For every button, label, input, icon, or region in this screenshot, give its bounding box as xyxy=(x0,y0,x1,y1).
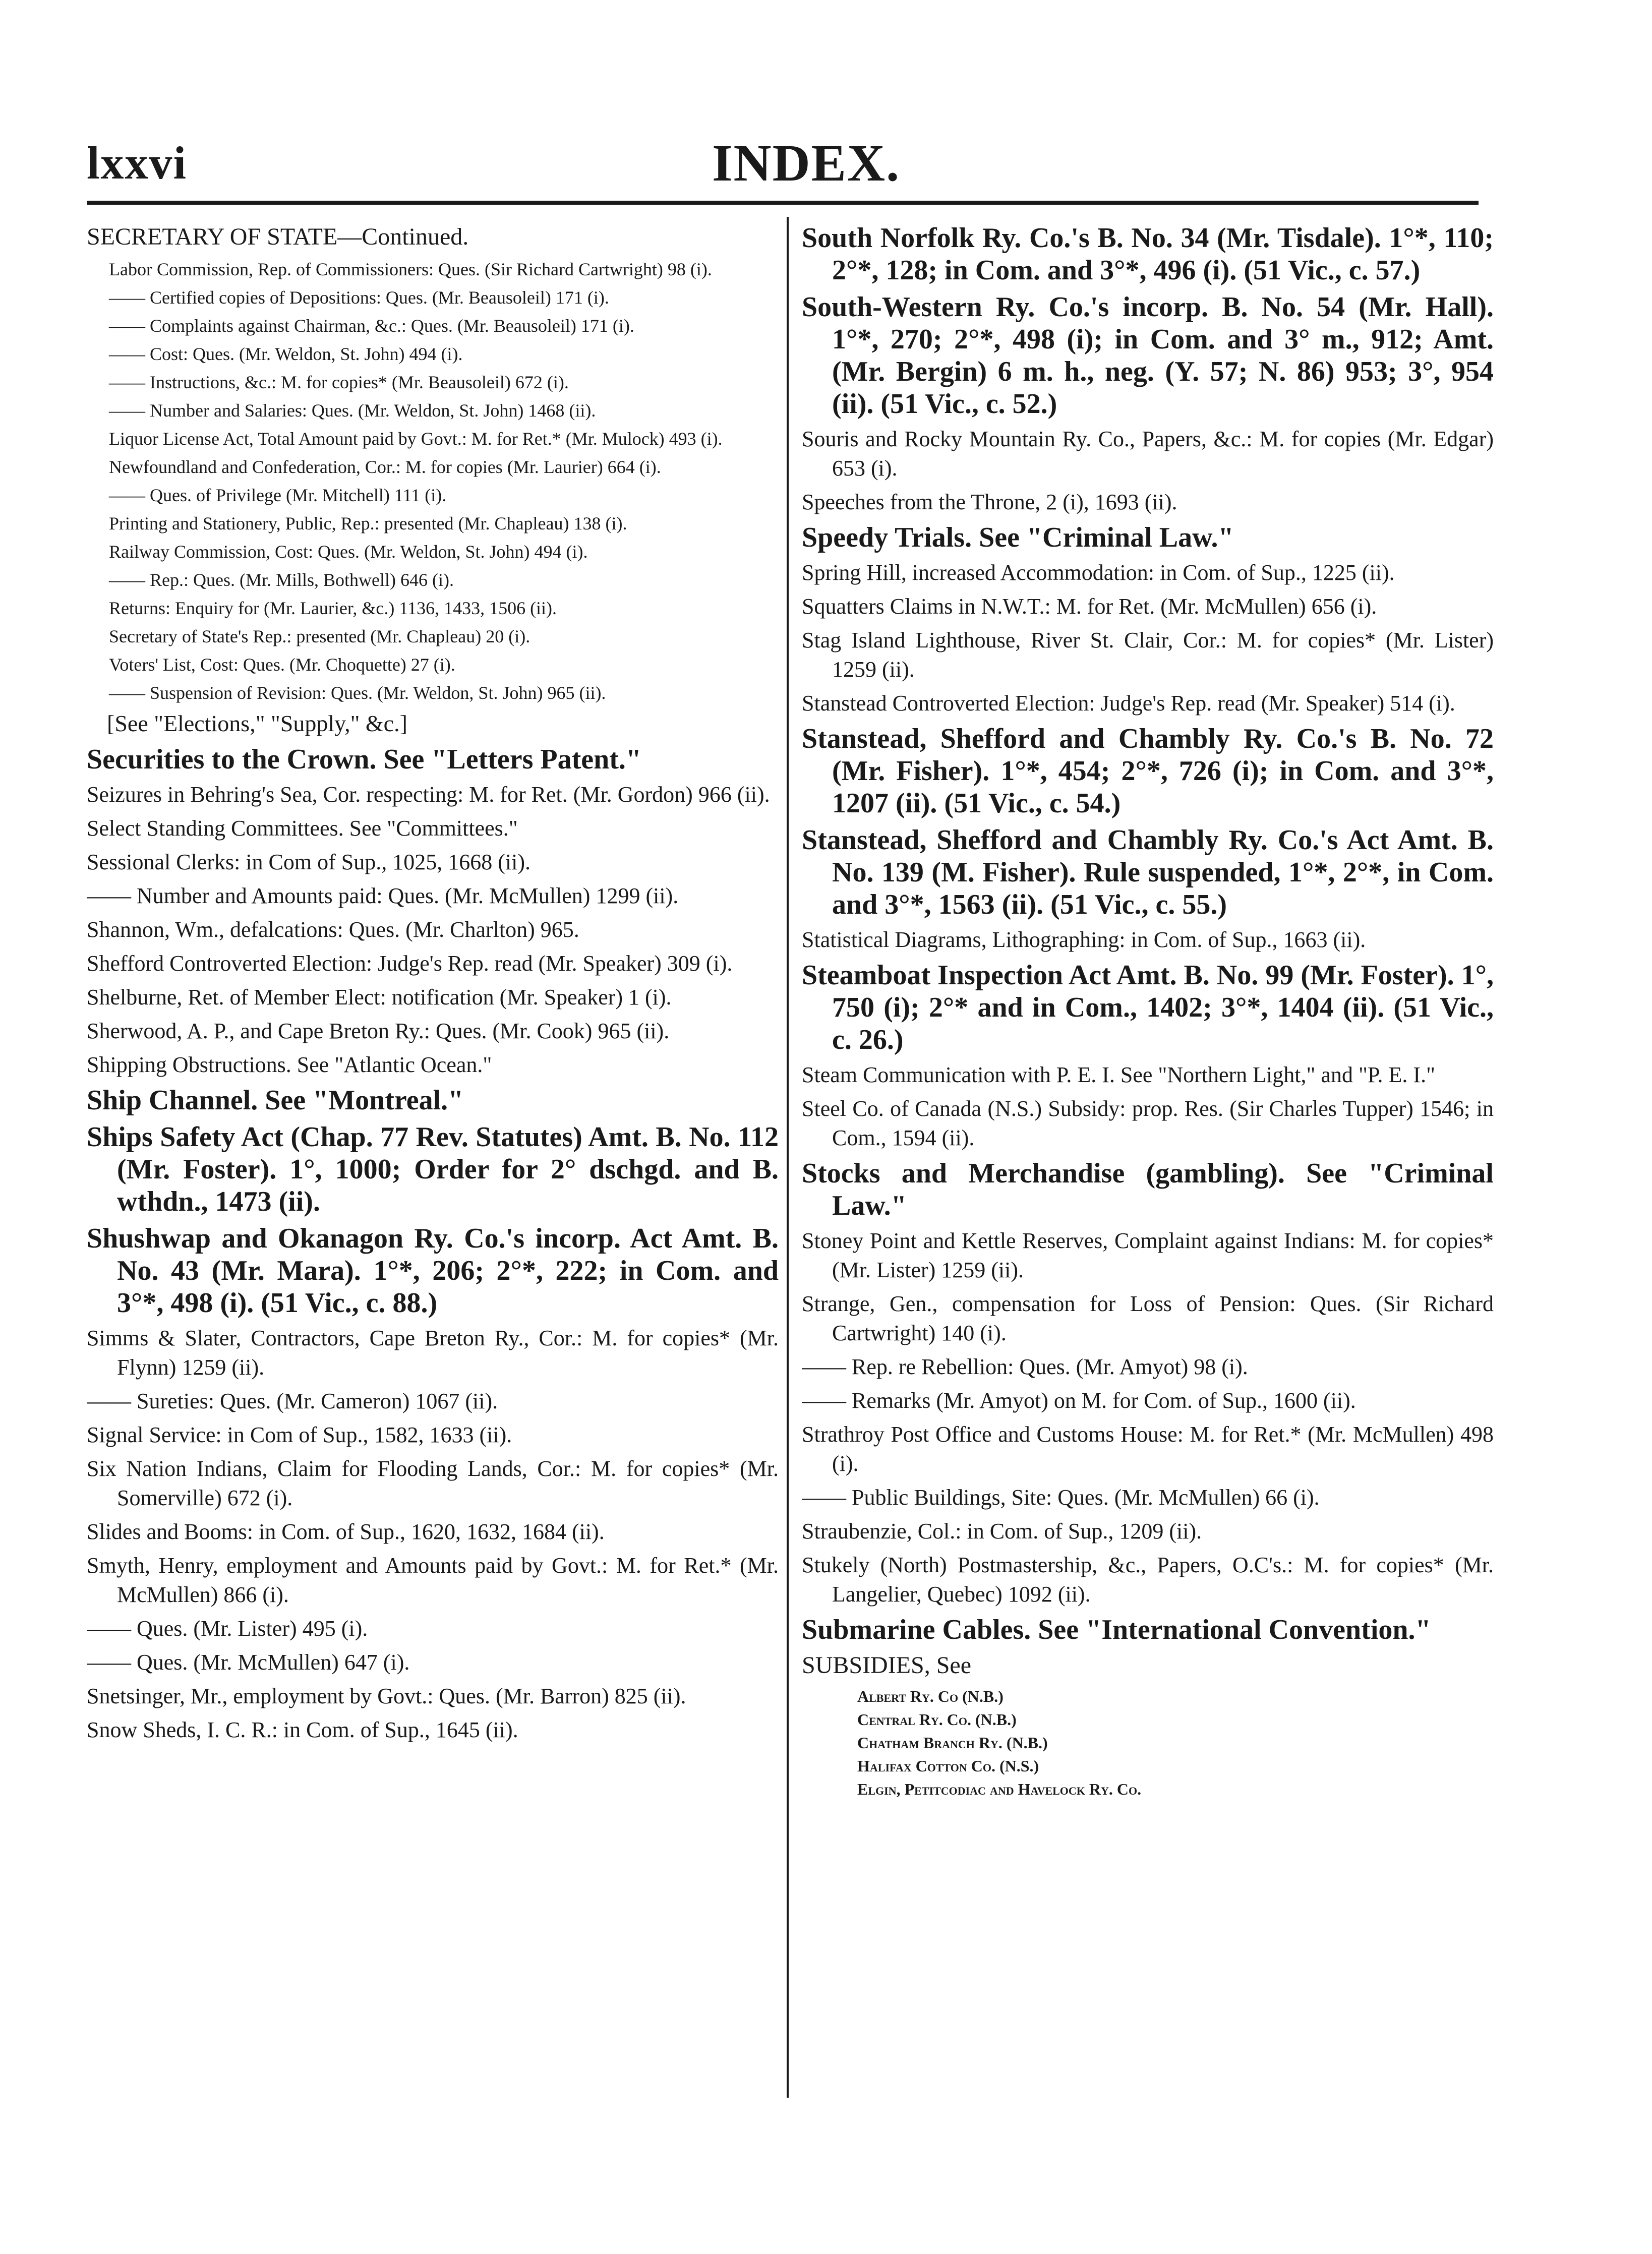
page-header xyxy=(87,126,1479,192)
index-entry: SECRETARY OF STATE—Continued. xyxy=(87,223,469,250)
index-entry: Strange, Gen., compensation for Loss of Pension: Ques. (Sir Richard Cartwright) 140 (i). xyxy=(802,1291,1494,1345)
index-entry: Sherwood, A. P., and Cape Breton Ry.: Ques. (Mr. Cook) 965 (ii). xyxy=(87,1019,670,1043)
index-entry: Labor Commission, Rep. of Commissioners: Ques. (Sir Richard Cartwright) 98 (i). xyxy=(109,259,712,279)
index-entry: Select Standing Committees. See "Committees." xyxy=(87,816,518,841)
index-entry: Central Ry. Co. (N.B.) xyxy=(857,1710,1017,1729)
index-entry: —— Public Buildings, Site: Ques. (Mr. McMullen) 66 (i). xyxy=(802,1485,1320,1510)
index-entry: Stanstead Controverted Election: Judge's Rep. read (Mr. Speaker) 514 (i). xyxy=(802,691,1455,716)
index-entry: —— Certified copies of Depositions: Ques. (Mr. Beausoleil) 171 (i). xyxy=(109,287,609,308)
index-entry: Shannon, Wm., defalcations: Ques. (Mr. Charlton) 965. xyxy=(87,917,579,942)
index-entry: Sessional Clerks: in Com of Sup., 1025, 1668 (ii). xyxy=(87,850,530,874)
index-entry: Squatters Claims in N.W.T.: M. for Ret. (Mr. McMullen) 656 (i). xyxy=(802,594,1377,619)
index-entry: Statistical Diagrams, Lithographing: in Com. of Sup., 1663 (ii). xyxy=(802,927,1366,952)
index-entry: SUBSIDIES, See xyxy=(802,1652,972,1679)
index-entry: Shelburne, Ret. of Member Elect: notification (Mr. Speaker) 1 (i). xyxy=(87,985,672,1010)
index-entry: Ships Safety Act (Chap. 77 Rev. Statutes) Amt. B. No. 112 (Mr. Foster). 1°, 1000; Order for 2° dschgd. and B. wthdn., 1473 (ii). xyxy=(87,1121,779,1217)
index-entry: Smyth, Henry, employment and Amounts paid by Govt.: M. for Ret.* (Mr. McMullen) 866 (i). xyxy=(87,1553,779,1607)
index-entry: Snetsinger, Mr., employment by Govt.: Ques. (Mr. Barron) 825 (ii). xyxy=(87,1684,686,1708)
page-title: INDEX. xyxy=(712,134,901,192)
index-entry: Chatham Branch Ry. (N.B.) xyxy=(857,1734,1048,1752)
index-entry: South Norfolk Ry. Co.'s B. No. 34 (Mr. Tisdale). 1°*, 110; 2°*, 128; in Com. and 3°*, 496 (i). (51 Vic., c. 57.) xyxy=(802,222,1494,286)
index-entry: Steel Co. of Canada (N.S.) Subsidy: prop. Res. (Sir Charles Tupper) 1546; in Com., 1594 (ii). xyxy=(802,1096,1494,1150)
index-entry: —— Ques. of Privilege (Mr. Mitchell) 111 (i). xyxy=(109,485,447,505)
index-entry: —— Number and Amounts paid: Ques. (Mr. McMullen) 1299 (ii). xyxy=(87,883,679,908)
index-entry: Speeches from the Throne, 2 (i), 1693 (ii). xyxy=(802,490,1177,514)
index-entry: Simms & Slater, Contractors, Cape Breton Ry., Cor.: M. for copies* (Mr. Flynn) 1259 (ii). xyxy=(87,1326,779,1380)
left-column xyxy=(87,222,779,2229)
index-entry: Stanstead, Shefford and Chambly Ry. Co.'s B. No. 72 (Mr. Fisher). 1°*, 454; 2°*, 726 (i); in Com. and 3°*, 1207 (ii). (51 Vic., c. 54.) xyxy=(802,723,1494,819)
index-entry: Straubenzie, Col.: in Com. of Sup., 1209 (ii). xyxy=(802,1519,1202,1544)
index-entry: Railway Commission, Cost: Ques. (Mr. Weldon, St. John) 494 (i). xyxy=(109,542,588,562)
index-entry: Liquor License Act, Total Amount paid by Govt.: M. for Ret.* (Mr. Mulock) 493 (i). xyxy=(109,429,723,449)
index-entry: Steam Communication with P. E. I. See "Northern Light," and "P. E. I." xyxy=(802,1062,1436,1087)
index-entry: Returns: Enquiry for (Mr. Laurier, &c.) 1136, 1433, 1506 (ii). xyxy=(109,598,557,618)
index-entry: Souris and Rocky Mountain Ry. Co., Papers, &c.: M. for copies (Mr. Edgar) 653 (i). xyxy=(802,427,1494,481)
index-entry: Steamboat Inspection Act Amt. B. No. 99 (Mr. Foster). 1°, 750 (i); 2°* and in Com., 1402; 3°*, 1404 (ii). (51 Vic., c. 26.) xyxy=(802,960,1494,1055)
index-entry: [See "Elections," "Supply," &c.] xyxy=(107,710,407,736)
index-entry: —— Ques. (Mr. Lister) 495 (i). xyxy=(87,1616,368,1641)
index-entry: Shushwap and Okanagon Ry. Co.'s incorp. Act Amt. B. No. 43 (Mr. Mara). 1°*, 206; 2°*, 222; in Com. and 3°*, 498 (i). (51 Vic., c. 88.) xyxy=(87,1223,779,1319)
index-entry: —— Instructions, &c.: M. for copies* (Mr. Beausoleil) 672 (i). xyxy=(109,372,569,392)
index-entry: Albert Ry. Co (N.B.) xyxy=(857,1687,1004,1705)
index-entry: Shipping Obstructions. See "Atlantic Ocean." xyxy=(87,1052,492,1077)
index-entry: —— Ques. (Mr. McMullen) 647 (i). xyxy=(87,1650,410,1675)
index-entry: Signal Service: in Com of Sup., 1582, 1633 (ii). xyxy=(87,1422,512,1447)
index-entry: Spring Hill, increased Accommodation: in Com. of Sup., 1225 (ii). xyxy=(802,560,1395,585)
header-rule xyxy=(87,201,1479,205)
index-entry: Stukely (North) Postmastership, &c., Papers, O.C's.: M. for copies* (Mr. Langelier, Quebec) 1092 (ii). xyxy=(802,1553,1494,1607)
index-entry: Printing and Stationery, Public, Rep.: presented (Mr. Chapleau) 138 (i). xyxy=(109,513,627,533)
index-entry: —— Remarks (Mr. Amyot) on M. for Com. of Sup., 1600 (ii). xyxy=(802,1388,1356,1413)
index-entry: South-Western Ry. Co.'s incorp. B. No. 54 (Mr. Hall). 1°*, 270; 2°*, 498 (i); in Com. and 3° m., 912; Amt. (Mr. Bergin) 6 m. h., neg. (Y. 57; N. 86) 953; 3°, 954 (ii). (51 Vic., c. 52.) xyxy=(802,291,1494,420)
index-entry: —— Sureties: Ques. (Mr. Cameron) 1067 (ii). xyxy=(87,1389,498,1413)
index-entry: Submarine Cables. See "International Convention." xyxy=(802,1614,1431,1645)
index-entry: —— Rep. re Rebellion: Ques. (Mr. Amyot) 98 (i). xyxy=(802,1354,1248,1379)
index-entry: —— Rep.: Ques. (Mr. Mills, Bothwell) 646 (i). xyxy=(109,570,454,590)
index-entry: —— Number and Salaries: Ques. (Mr. Weldon, St. John) 1468 (ii). xyxy=(109,400,596,421)
index-entry: Voters' List, Cost: Ques. (Mr. Choquette) 27 (i). xyxy=(109,655,455,675)
index-entry: Strathroy Post Office and Customs House: M. for Ret.* (Mr. McMullen) 498 (i). xyxy=(802,1422,1494,1476)
index-entry: Stocks and Merchandise (gambling). See "Criminal Law." xyxy=(802,1158,1494,1221)
column-divider xyxy=(787,217,789,2098)
right-column xyxy=(802,222,1494,2229)
index-entry: Halifax Cotton Co. (N.S.) xyxy=(857,1757,1039,1775)
index-entry: Newfoundland and Confederation, Cor.: M. for copies (Mr. Laurier) 664 (i). xyxy=(109,457,661,477)
index-entry: Speedy Trials. See "Criminal Law." xyxy=(802,522,1234,553)
index-entry: Stanstead, Shefford and Chambly Ry. Co.'s Act Amt. B. No. 139 (M. Fisher). Rule suspended, 1°*, 2°*, in Com. and 3°*, 1563 (ii). (51 Vic., c. 55.) xyxy=(802,824,1494,920)
index-entry: Elgin, Petitcodiac and Havelock Ry. Co. xyxy=(857,1780,1142,1798)
index-entry: Ship Channel. See "Montreal." xyxy=(87,1085,464,1116)
index-entry: —— Complaints against Chairman, &c.: Ques. (Mr. Beausoleil) 171 (i). xyxy=(109,316,634,336)
index-entry: —— Cost: Ques. (Mr. Weldon, St. John) 494 (i). xyxy=(109,344,463,364)
index-entry: Snow Sheds, I. C. R.: in Com. of Sup., 1645 (ii). xyxy=(87,1717,518,1742)
index-entry: Securities to the Crown. See "Letters Patent." xyxy=(87,744,641,775)
index-entry: Stag Island Lighthouse, River St. Clair, Cor.: M. for copies* (Mr. Lister) 1259 (ii). xyxy=(802,628,1494,682)
index-entry: Shefford Controverted Election: Judge's Rep. read (Mr. Speaker) 309 (i). xyxy=(87,951,733,976)
page-number: lxxvi xyxy=(87,137,188,189)
index-entry: Six Nation Indians, Claim for Flooding Lands, Cor.: M. for copies* (Mr. Somerville) 672 (i). xyxy=(87,1456,779,1510)
index-entry: Stoney Point and Kettle Reserves, Complaint against Indians: M. for copies* (Mr. Lister) 1259 (ii). xyxy=(802,1228,1494,1282)
index-entry: —— Suspension of Revision: Ques. (Mr. Weldon, St. John) 965 (ii). xyxy=(109,683,606,703)
index-entry: Slides and Booms: in Com. of Sup., 1620, 1632, 1684 (ii). xyxy=(87,1519,605,1544)
index-entry: Seizures in Behring's Sea, Cor. respecting: M. for Ret. (Mr. Gordon) 966 (ii). xyxy=(87,782,770,807)
index-entry: Secretary of State's Rep.: presented (Mr. Chapleau) 20 (i). xyxy=(109,626,530,646)
